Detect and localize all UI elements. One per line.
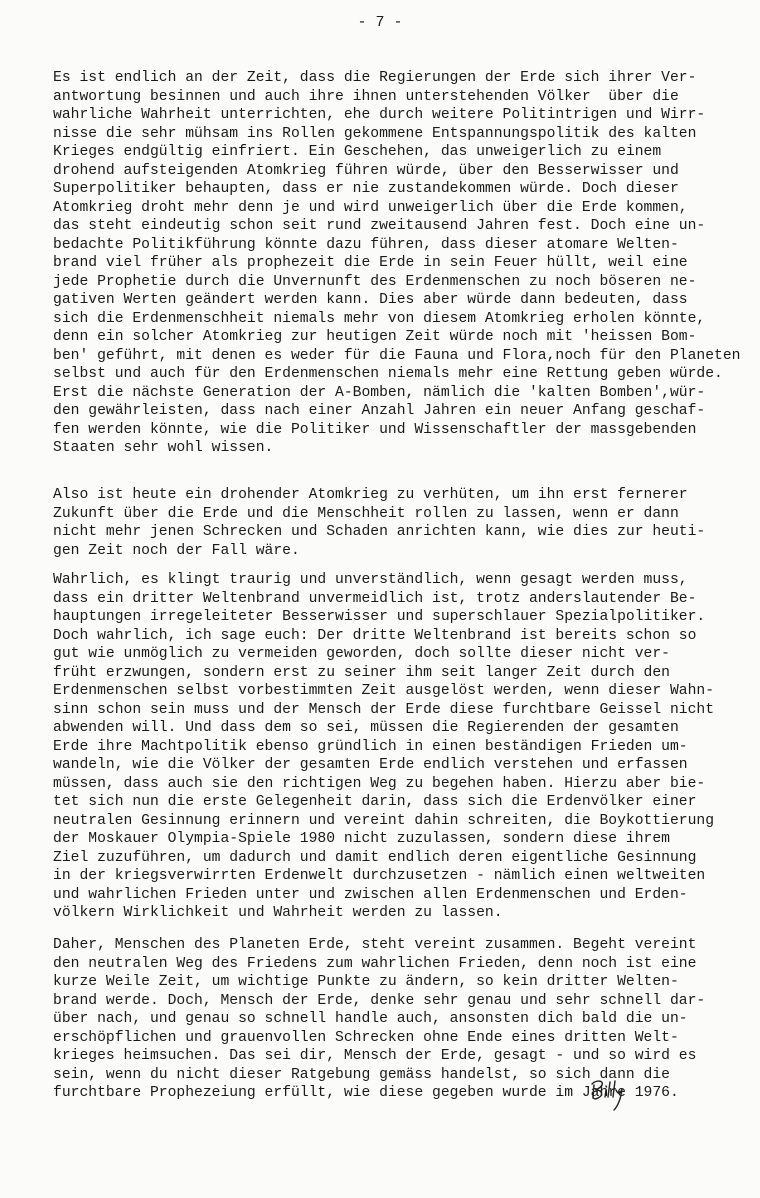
text-line: selbst und auch für den Erdenmenschen niemals mehr eine Rettung geben würde. xyxy=(53,366,723,382)
text-line: früht erzwungen, sondern erst zu seiner ihm seit langer Zeit durch den xyxy=(53,664,670,681)
text-line: hauptungen irregeleiteter Besserwisser und superschlauer Spezialpolitiker. xyxy=(53,609,706,625)
text-line: tet sich nun die erste Gelegenheit darin, dass sich die Erdenvölker einer xyxy=(53,794,697,810)
text-line: sinn schon sein muss und der Mensch der Erde diese furchtbare Geissel nicht xyxy=(53,701,715,718)
text-line: und wahrlichen Frieden unter und zwischen allen Erdenmenschen und Erden- xyxy=(53,886,688,903)
text-line: brand werde. Doch, Mensch der Erde, denke sehr genau und sehr schnell dar- xyxy=(53,992,706,1009)
text-line: Also ist heute ein drohender Atomkrieg zu verhüten, um ihn erst fernerer xyxy=(53,487,688,503)
text-line: Atomkrieg droht mehr denn je und wird unweigerlich über die Erde kommen, xyxy=(53,199,688,216)
text-line: den gewährleisten, dass nach einer Anzahl Jahren ein neuer Anfang geschaf- xyxy=(53,403,706,419)
text-line: gen Zeit noch der Fall wäre. xyxy=(53,542,300,559)
text-line: Krieges endgültig einfriert. Ein Geschehen, das unweigerlich zu einem xyxy=(53,144,662,160)
text-line: nisse die sehr mühsam ins Rollen gekommene Entspannungspolitik des kalten xyxy=(53,125,697,142)
text-line: Es ist endlich an der Zeit, dass die Regierungen der Erde sich ihrer Ver- xyxy=(53,70,697,86)
text-line: kurze Weile Zeit, um wichtige Punkte zu ändern, so kein dritter Welten- xyxy=(53,974,679,990)
text-line: der Moskauer Olympia-Spiele 1980 nicht zuzulassen, sondern diese ihrem xyxy=(53,831,670,847)
text-line: Superpolitiker behaupten, dass er nie zustandekommen würde. Doch dieser xyxy=(53,181,679,197)
paragraph-3 xyxy=(53,571,714,923)
text-line: Staaten sehr wohl wissen. xyxy=(53,440,274,456)
text-line: Erdenmenschen selbst vorbestimmten Zeit ausgelöst werden, wenn dieser Wahn- xyxy=(53,683,715,699)
text-line: gut wie unmöglich zu vermeiden geworden, doch sollte dieser nicht ver- xyxy=(53,646,670,662)
text-line: Ziel zuzuführen, um dadurch und damit endlich deren eigentliche Gesinnung xyxy=(53,849,697,866)
text-line: das steht eindeutig schon seit rund zweitausend Jahren fest. Doch eine un- xyxy=(53,218,706,234)
text-line: wandeln, wie die Völker der gesamten Erde endlich verstehen und erfassen xyxy=(53,757,688,773)
text-line: über nach, und genau so schnell handle auch, ansonsten dich bald die un- xyxy=(53,1011,688,1027)
handwritten-signature xyxy=(586,1076,636,1114)
text-line: Doch wahrlich, ich sage euch: Der dritte Weltenbrand ist bereits schon so xyxy=(53,627,697,644)
text-line: erschöpflichen und grauenvollen Schrecken ohne Ende eines dritten Welt- xyxy=(53,1029,679,1046)
text-line: jede Prophetie durch die Unvernunft des Erdenmenschen zu noch böseren ne- xyxy=(53,273,697,290)
text-line: krieges heimsuchen. Das sei dir, Mensch der Erde, gesagt - und so wird es xyxy=(53,1048,697,1064)
text-line: nicht mehr jenen Schrecken und Schaden anrichten kann, wie dies zur heuti- xyxy=(53,524,706,540)
paragraph-2 xyxy=(53,486,705,560)
text-line: Erde ihre Machtpolitik ebenso gründlich in einen beständigen Frieden um- xyxy=(53,738,688,755)
text-line: dass ein dritter Weltenbrand unvermeidlich ist, trotz anderslautender Be- xyxy=(53,590,697,607)
text-line: neutralen Gesinnung erinnern und vereint dahin schreiten, die Boykottierung xyxy=(53,812,715,829)
text-line: wahrliche Wahrheit unterrichten, ehe durch weitere Politintrigen und Wirr- xyxy=(53,107,706,123)
text-line: den neutralen Weg des Friedens zum wahrlichen Frieden, denn noch ist eine xyxy=(53,955,697,972)
text-line: abwenden will. Und dass dem so sei, müssen die Regierenden der gesamten xyxy=(53,720,679,736)
text-line: denn ein solcher Atomkrieg zur heutigen Zeit würde noch mit 'heissen Bom- xyxy=(53,329,697,345)
text-line: fen werden könnte, wie die Politiker und Wissenschaftler der massgebenden xyxy=(53,421,697,438)
text-line: brand viel früher als prophezeit die Erde in sein Feuer hüllt, weil eine xyxy=(53,255,688,271)
text-line: drohend aufsteigenden Atomkrieg führen würde, über den Besserwisser und xyxy=(53,162,679,179)
page-number: - 7 - xyxy=(357,14,403,31)
text-line: völkern Wirklichkeit und Wahrheit werden zu lassen. xyxy=(53,905,503,921)
text-line: in der kriegsverwirrten Erdenwelt durchzusetzen - nämlich einen weltweiten xyxy=(53,868,706,884)
text-line: Daher, Menschen des Planeten Erde, steht vereint zusammen. Begeht vereint xyxy=(53,937,697,953)
text-line: Erst die nächste Generation der A-Bomben, nämlich die 'kalten Bomben',wür- xyxy=(53,384,706,401)
text-line: antwortung besinnen und auch ihre ihnen unterstehenden Völker über die xyxy=(53,88,679,105)
text-line: Wahrlich, es klingt traurig und unverständlich, wenn gesagt werden muss, xyxy=(53,572,688,588)
text-line: furchtbare Prophezeiung erfüllt, wie diese gegeben wurde im Jahre 1976. xyxy=(53,1085,679,1101)
text-line: sein, wenn du nicht dieser Ratgebung gemäss handelst, so sich dann die xyxy=(53,1066,670,1083)
text-line: Zukunft über die Erde und die Menschheit rollen zu lassen, wenn er dann xyxy=(53,505,679,522)
paragraph-1 xyxy=(53,69,741,458)
text-line: gativen Werten geändert werden kann. Dies aber würde dann bedeuten, dass xyxy=(53,292,688,308)
text-line: bedachte Politikführung könnte dazu führen, dass dieser atomare Welten- xyxy=(53,236,679,253)
text-line: sich die Erdenmenschheit niemals mehr von diesem Atomkrieg erholen könnte, xyxy=(53,310,706,327)
text-line: müssen, dass auch sie den richtigen Weg zu begehen haben. Hierzu aber bie- xyxy=(53,775,706,792)
text-line: ben' geführt, mit denen es weder für die Fauna und Flora,noch für den Planeten xyxy=(53,347,741,364)
